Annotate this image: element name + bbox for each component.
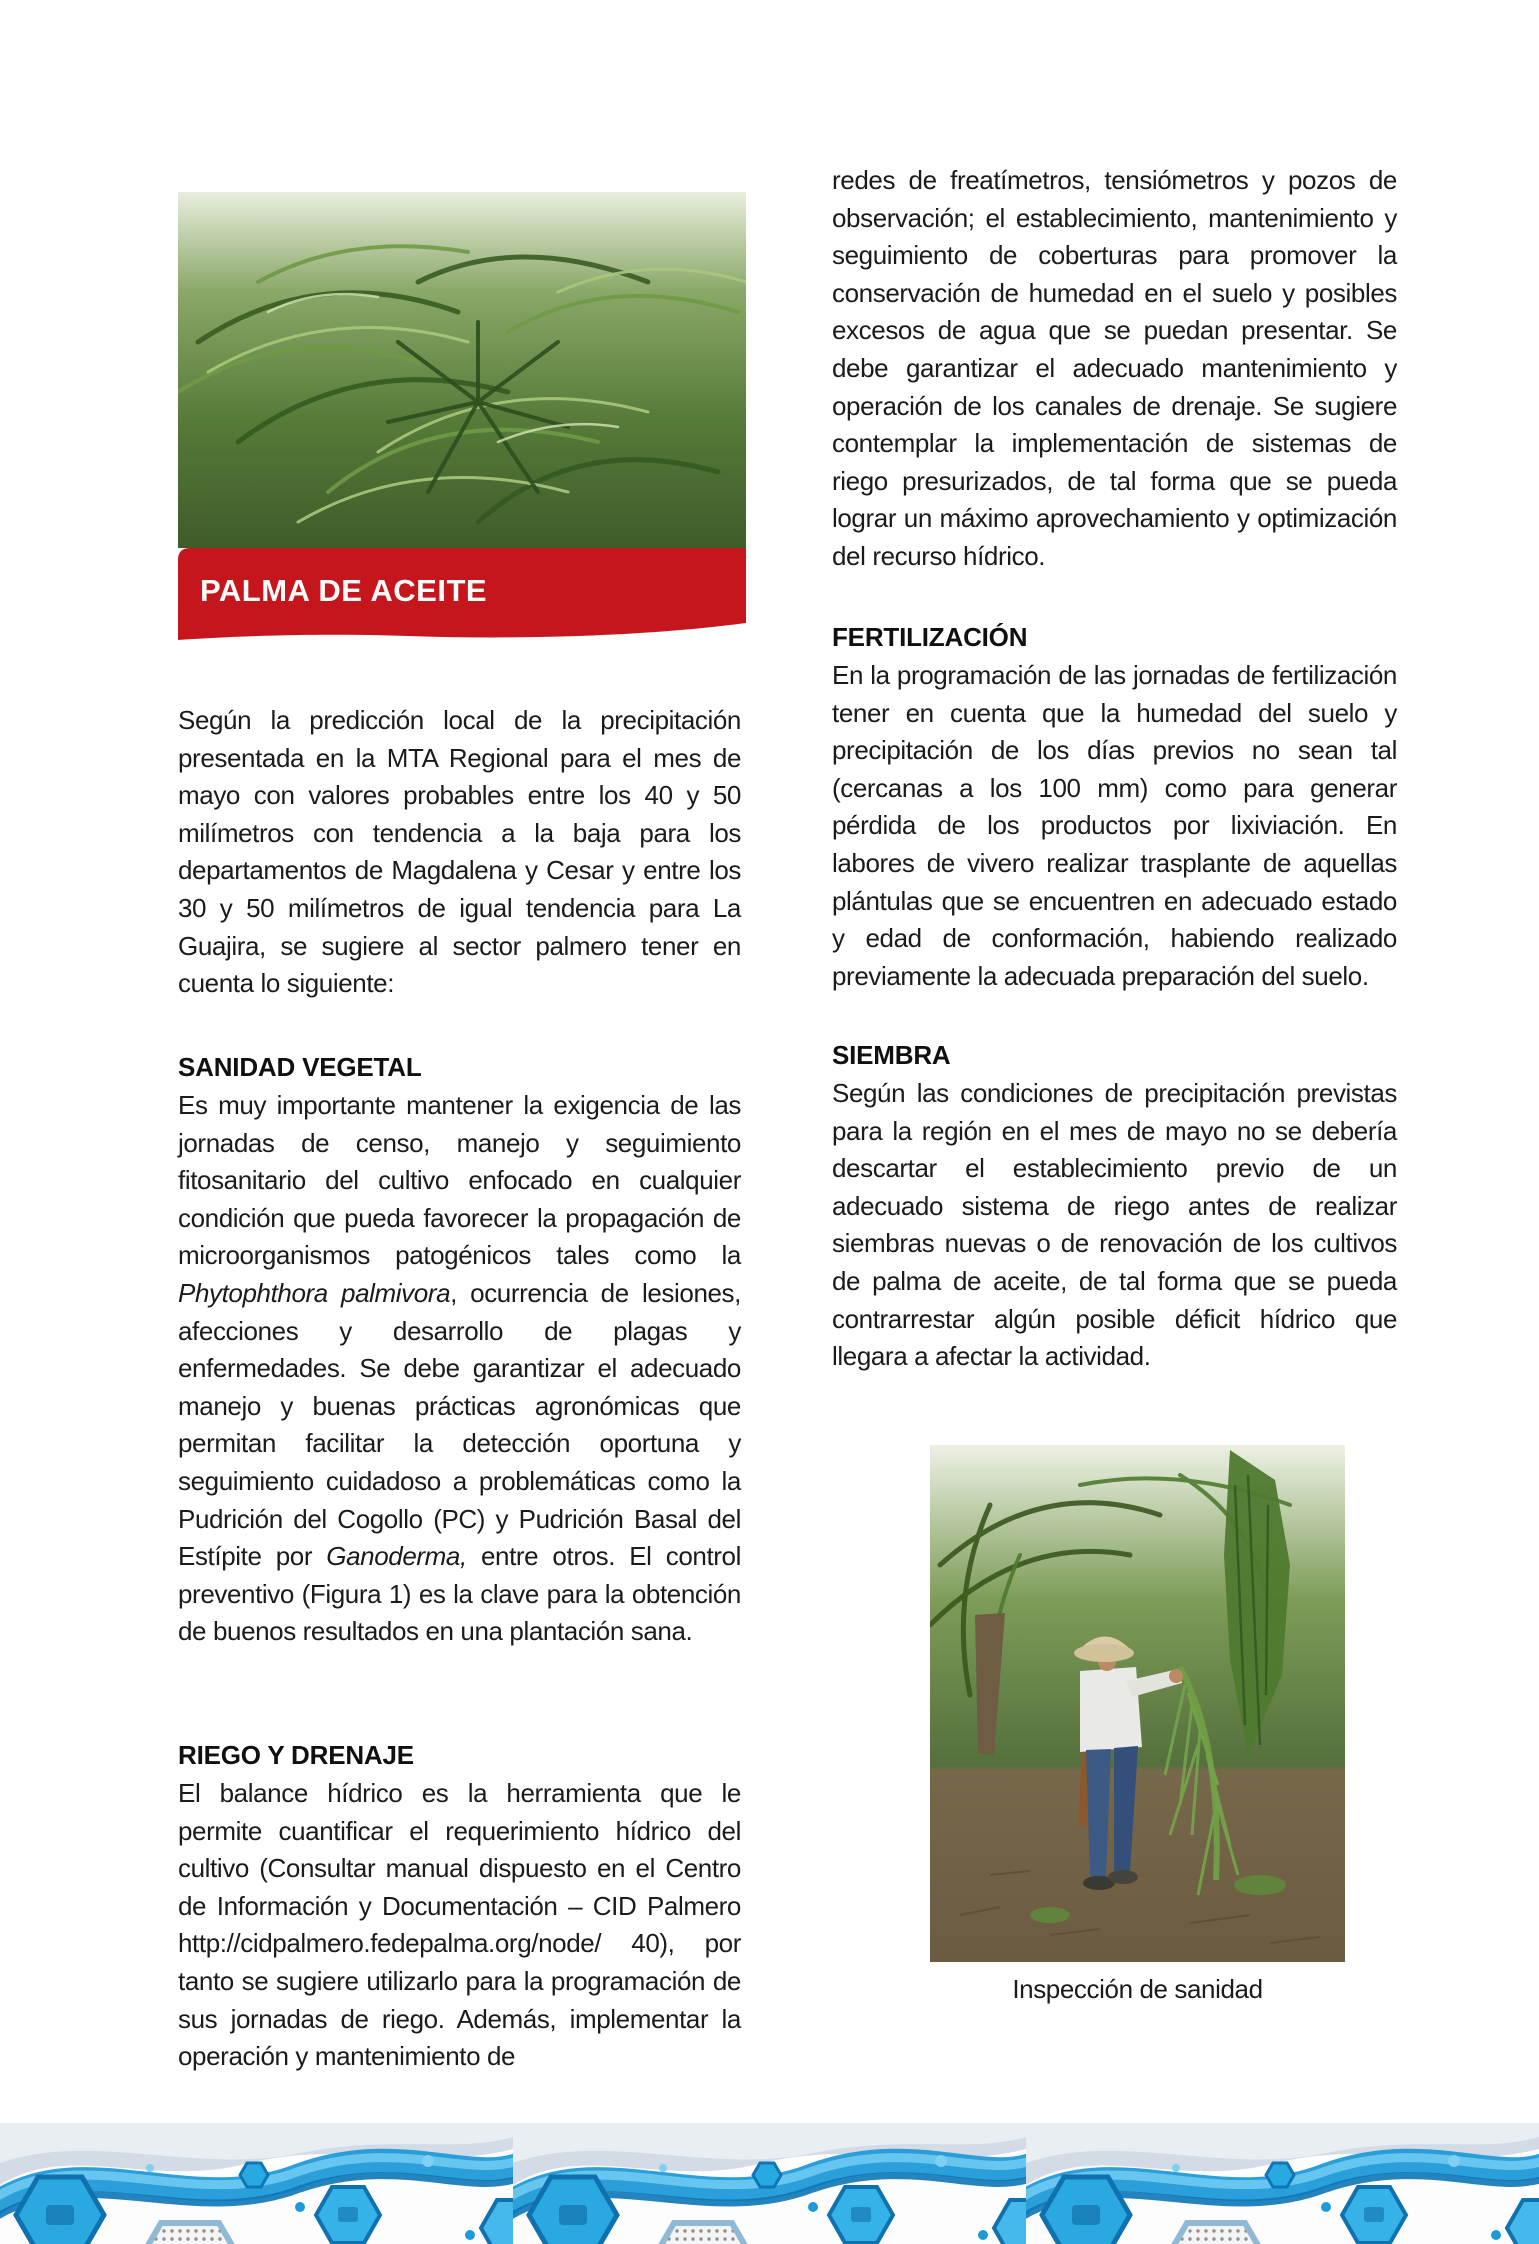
text-segment: entre otros. El control preventivo (Figura 1) es la clave para la obtención de buenos resultados en una plantación sana. (178, 1541, 741, 1647)
text-segment: , ocurrencia de lesiones, afecciones y desarrollo de plagas y enfermedades. Se debe garantizar el adecuado manejo y buenas prácticas agronómicas que permitan facilitar la detección oportuna y seguimiento cuidadoso a problemáticas como la Pudrición del Cogollo (PC) y Pudrición Basal del Estípite por (178, 1277, 741, 1572)
text-segment: El balance hídrico es la herramienta que le permite cuantificar el requerimiento hídrico del cultivo (Consultar manual dispuesto en el Centro de Información y Documentación – CID Palmero (178, 1778, 741, 1921)
riego-paragraph (178, 1775, 741, 2076)
banner-title: PALMA DE ACEITE (200, 573, 488, 608)
footer-decoration (0, 2123, 1539, 2244)
heading-sanidad-vegetal: SANIDAD VEGETAL (178, 1052, 422, 1082)
text-segment: 40), por tanto se sugiere utilizarlo para la programación de sus jornadas de riego. Además, implementar la operación y mantenimiento de (178, 1928, 741, 2072)
species-name-ganoderma: Ganoderma, (326, 1541, 467, 1572)
heading-riego-drenaje: RIEGO Y DRENAJE (178, 1740, 414, 1770)
cid-palmero-link[interactable]: http://cidpalmero.fedepalma.org/node/ (178, 1928, 602, 1959)
species-name-phytophthora: Phytophthora palmivora (178, 1277, 451, 1308)
fertilizacion-paragraph: En la programación de las jornadas de fertilización tener en cuenta que la humedad del suelo y precipitación de los días previos no sean tal (cercanas a los 100 mm) como para generar pérdida de los productos por lixiviación. En labores de vivero realizar trasplante de aquellas plántulas que se encuentren en adecuado estado y edad de conformación, habiendo realizado previamente la adecuada preparación del suelo. (832, 660, 1397, 991)
footer-wave-hexagon-art (0, 2123, 1539, 2244)
text-segment: Es muy importante mantener la exigencia de las jornadas de censo, manejo y seguimiento fitosanitario del cultivo enfocado en cualquier condición que pueda favorecer la propagación de microorganismos patogénicos tales como la (178, 1090, 741, 1271)
photo-caption: Inspección de sanidad (1012, 1974, 1263, 2004)
heading-siembra: SIEMBRA (832, 1040, 951, 1070)
siembra-paragraph: Según las condiciones de precipitación previstas para la región en el mes de mayo no se debería descartar el establecimiento previo de un adecuado sistema de riego antes de realizar siembras nuevas o de renovación de los cultivos de palma de aceite, de tal forma que se pueda contrarrestar algún posible déficit hídrico que llegara a afectar la actividad. (832, 1078, 1397, 1372)
palm-plantation-photo (178, 192, 746, 548)
riego-continuation-paragraph: redes de freatímetros, tensiómetros y pozos de observación; el establecimiento, mantenimiento y seguimiento de coberturas para promover la conservación de humedad en el suelo y posibles excesos de agua que se puedan presentar. Se debe garantizar el adecuado mantenimiento y operación de los canales de drenaje. Se sugiere contemplar la implementación de sistemas de riego presurizados, de tal forma que se pueda lograr un máximo aprovechamiento y optimización del recurso hídrico. (832, 165, 1397, 571)
palm-plantation-illustration (178, 192, 746, 548)
sanidad-paragraph (178, 1087, 741, 1651)
sanidad-inspection-photo (930, 1445, 1345, 1962)
inspection-illustration (930, 1445, 1345, 1962)
heading-fertilizacion: FERTILIZACIÓN (832, 622, 1028, 652)
intro-paragraph: Según la predicción local de la precipitación presentada en la MTA Regional para el mes de mayo con valores probables entre los 40 y 50 milímetros con tendencia a la baja para los departamentos de Magdalena y Cesar y entre los 30 y 50 milímetros de igual tendencia para La Guajira, se sugiere al sector palmero tener en cuenta lo siguiente: (178, 705, 741, 999)
section-banner (178, 548, 746, 640)
